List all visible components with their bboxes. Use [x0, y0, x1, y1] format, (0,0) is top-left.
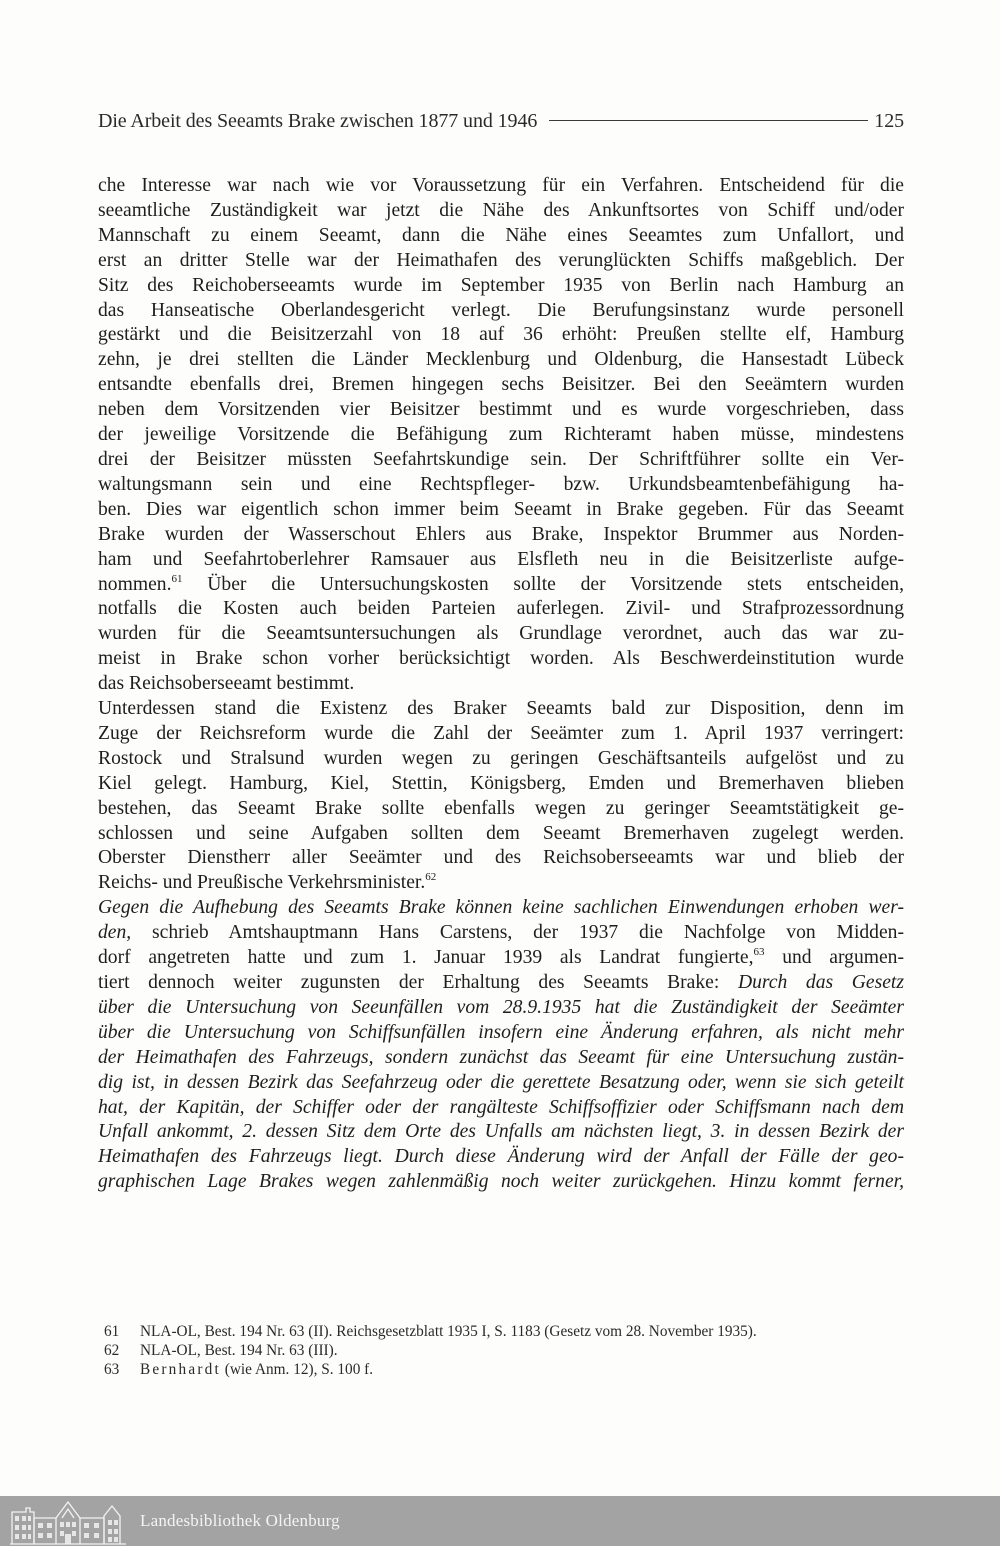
text-line: schlossen und seine Aufgaben sollten dem Seeamt Bremerhaven zugelegt werden. [98, 822, 904, 844]
text-line: Sitz des Reichoberseeamts wurde im September 1935 von Berlin nach Hamburg an [98, 274, 904, 296]
text-line: drei der Beisitzer müssten Seefahrtskundige sein. Der Schriftführer sollte ein Ver- [98, 448, 904, 470]
quote-text: Durch das Gesetz [737, 972, 904, 993]
footnote-ref-61[interactable]: 61 [171, 572, 183, 585]
footnote-61 [104, 1322, 904, 1341]
footnote-author: Bernhardt [140, 1361, 221, 1378]
text-line: Brake wurden der Wasserschout Ehlers aus Brake, Inspektor Brummer aus Norden- [98, 523, 904, 545]
footnote-number: 62 [104, 1342, 120, 1359]
running-title: Die Arbeit des Seeamts Brake zwischen 1877 und 1946 [98, 110, 538, 132]
quote-text: den, [98, 922, 132, 944]
quote-text: graphischen Lage Brakes wegen zahlenmäßig noch weiter zurückgehen. Hinzu kommt ferner, [98, 1171, 904, 1193]
footnote-text [140, 1360, 373, 1379]
text-line [98, 573, 904, 598]
text-line: wurden für die Seeamtsuntersuchungen als Grundlage verordnet, auch das war zu- [98, 623, 904, 645]
footnote-text: NLA-OL, Best. 194 Nr. 63 (II). Reichsgesetzblatt 1935 I, S. 1183 (Gesetz vom 28. November 1935). [140, 1323, 757, 1340]
text-line [98, 921, 904, 946]
quote-text: Unfall ankommt, 2. dessen Sitz dem Orte des Unfalls am nächsten liegt, 3. in dessen Bezirk der [98, 1121, 904, 1143]
text-line: ham und Seefahrtoberlehrer Ramsauer aus Elsfleth neu in die Beisitzerliste aufge- [98, 548, 904, 570]
library-building-icon [6, 1496, 130, 1546]
text-line [98, 1096, 904, 1121]
text-line: das Reichsoberseeamt bestimmt. [98, 673, 355, 695]
library-name: Landesbibliothek Oldenburg [140, 1511, 340, 1530]
text-line [98, 896, 904, 921]
library-banner [0, 1496, 1000, 1546]
text-line: waltungsmann sein und eine Rechtspfleger- bzw. Urkundsbeamtenbefähigung ha- [98, 473, 904, 495]
text-line [98, 1120, 904, 1145]
text-line: meist in Brake schon vorher berücksichtigt worden. Als Beschwerdeinstitution wurde [98, 648, 904, 670]
text-line: Oberster Dienstherr aller Seeämter und des Reichsoberseeamts war und blieb der [98, 847, 904, 869]
text-segment: Reichs- und Preußische Verkehrsminister. [98, 872, 426, 894]
text-line [98, 996, 904, 1021]
footnote-number: 63 [104, 1361, 120, 1378]
text-line [98, 1071, 904, 1096]
quote-text: der Heimathafen des Fahrzeugs, sondern zunächst das Seeamt für eine Untersuchung zustän- [98, 1046, 904, 1068]
quote-text: über die Untersuchung von Schiffsunfällen insofern eine Änderung erfahren, als nicht mehr [98, 1021, 904, 1043]
body-text [98, 174, 904, 1195]
footnote-62 [104, 1341, 904, 1360]
text-line [98, 1170, 904, 1195]
text-line: das Hanseatische Oberlandesgericht verlegt. Die Berufungsinstanz wurde personell [98, 299, 904, 321]
running-head [98, 110, 904, 140]
text-line [98, 1046, 904, 1071]
text-line: bestehen, das Seeamt Brake sollte ebenfalls wegen zu geringer Seeamtstätigkeit ge- [98, 797, 904, 819]
quote-text: über die Untersuchung von Seeunfällen vom 28.9.1935 hat die Zuständigkeit der Seeämter [98, 996, 904, 1018]
text-line [98, 946, 904, 971]
text-line: seeamtliche Zuständigkeit war jetzt die Nähe des Ankunftsortes von Schiff und/oder [98, 199, 904, 221]
footnote-ref-62[interactable]: 62 [425, 871, 437, 884]
text-line: Zuge der Reichsreform wurde die Zahl der Seeämter zum 1. April 1937 verringert: [98, 722, 904, 744]
text-line [98, 1021, 904, 1046]
text-line: Rostock und Stralsund wurden wegen zu geringen Geschäftsanteils aufgelöst und zu [98, 747, 904, 769]
footnote-text: NLA-OL, Best. 194 Nr. 63 (III). [140, 1342, 338, 1359]
text-line [98, 1145, 904, 1170]
header-rule [549, 120, 868, 121]
text-line: gestärkt und die Beisitzerzahl von 18 auf 36 erhöht: Preußen stellte elf, Hamburg [98, 324, 904, 346]
quote-text: Gegen die Aufhebung des Seeamts Brake können keine sachlichen Einwendungen erhoben wer- [98, 897, 904, 919]
text-line: zehn, je drei stellten die Länder Mecklenburg und Oldenburg, die Hansestadt Lübeck [98, 349, 904, 371]
text-line: Unterdessen stand die Existenz des Braker Seeamts bald zur Disposition, denn im [98, 698, 904, 720]
text-line: erst an dritter Stelle war der Heimathafen des verunglückten Schiffs maßgeblich. Der [98, 249, 904, 271]
footnote-rest: (wie Anm. 12), S. 100 f. [220, 1361, 374, 1378]
text-segment: Über die Untersuchungskosten sollte der Vorsitzende stets entscheiden, [182, 573, 904, 595]
text-line: ben. Dies war eigentlich schon immer beim Seeamt in Brake gegeben. Für das Seeamt [98, 498, 904, 520]
text-line: neben dem Vorsitzenden vier Beisitzer bestimmt und es wurde vorgeschrieben, dass [98, 399, 904, 421]
text-line [98, 971, 904, 996]
footnotes [104, 1322, 904, 1379]
text-segment: nommen. [98, 573, 172, 595]
quote-text: hat, der Kapitän, der Schiffer oder der rangälteste Schiffsoffizier oder Schiffsmann nach dem [98, 1096, 904, 1118]
text-segment: schrieb Amtshauptmann Hans Carstens, der 1937 die Nachfolge von Midden- [131, 922, 904, 944]
text-segment: dorf angetreten hatte und zum 1. Januar 1939 als Landrat fungierte, [98, 947, 754, 969]
footnote-63 [104, 1360, 904, 1379]
text-line: Mannschaft zu einem Seeamt, dann die Nähe eines Seeamtes zum Unfallort, und [98, 224, 904, 246]
text-segment: tiert dennoch weiter zugunsten der Erhaltung des Seeamts Brake: [98, 972, 738, 993]
text-line: notfalls die Kosten auch beiden Parteien auferlegen. Zivil- und Strafprozessordnung [98, 598, 904, 620]
footnote-ref-63[interactable]: 63 [753, 946, 765, 959]
text-segment: und argumen- [764, 947, 904, 969]
text-line: entsandte ebenfalls drei, Bremen hingegen sechs Beisitzer. Bei den Seeämtern wurden [98, 374, 904, 396]
text-line [98, 871, 904, 896]
footnote-number: 61 [104, 1323, 120, 1340]
text-line: che Interesse war nach wie vor Voraussetzung für ein Verfahren. Entscheidend für die [98, 175, 904, 196]
quote-text: dig ist, in dessen Bezirk das Seefahrzeug oder die gerettete Besatzung oder, wenn sie sich geteilt [98, 1071, 904, 1093]
text-line: Kiel gelegt. Hamburg, Kiel, Stettin, Königsberg, Emden und Bremerhaven blieben [98, 772, 904, 794]
quote-text: Heimathafen des Fahrzeugs liegt. Durch diese Änderung wird der Anfall der Fälle der geo- [98, 1146, 904, 1168]
page-number: 125 [874, 110, 904, 132]
text-line: der jeweilige Vorsitzende die Befähigung zum Richteramt haben müsse, mindestens [98, 424, 904, 446]
